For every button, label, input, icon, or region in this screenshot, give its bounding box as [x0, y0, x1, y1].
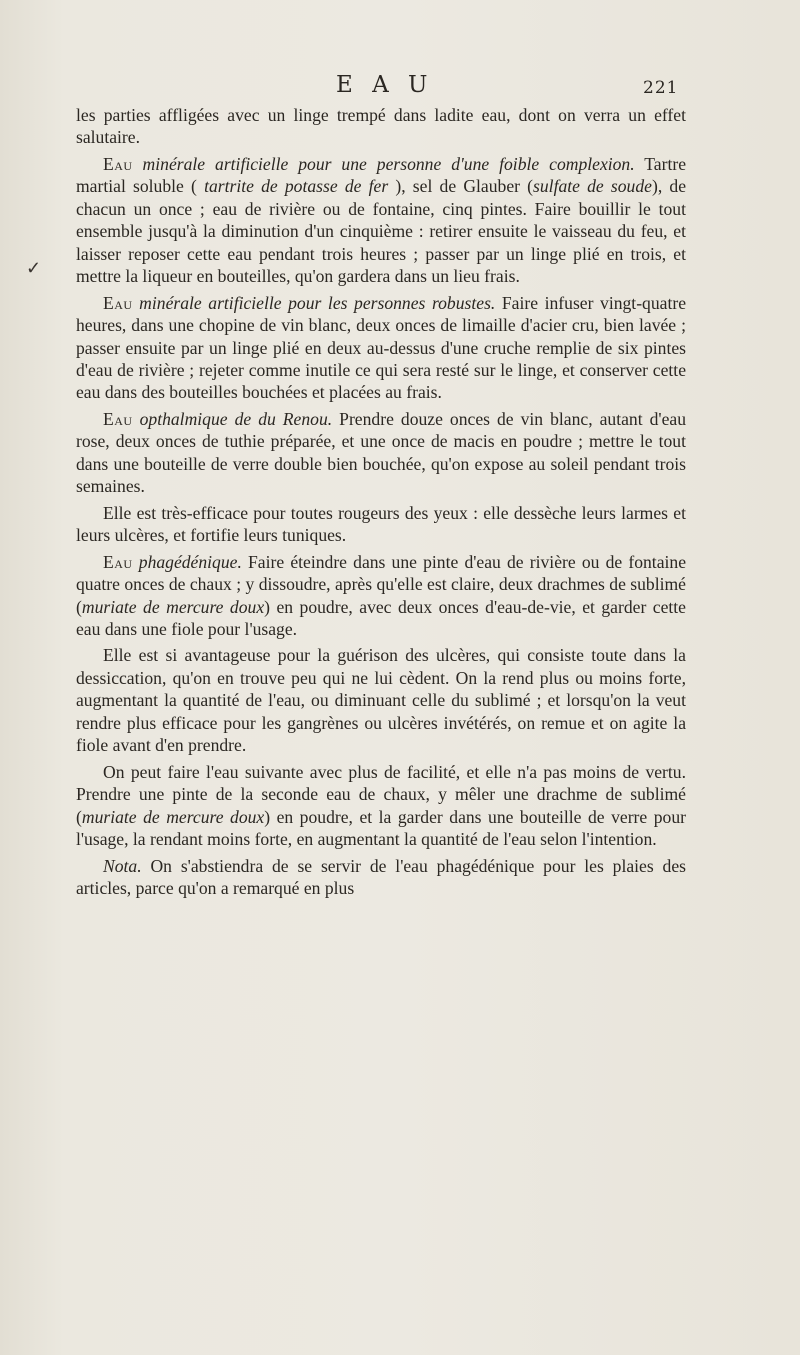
italic-text: muriate de mercure doux [81, 806, 265, 827]
italic-text: Nota. [103, 855, 142, 876]
paragraph-p9-nota [76, 855, 686, 900]
italic-text: sulfate de soude [533, 176, 652, 197]
text-run: Tartre martial soluble ( [76, 153, 687, 197]
text-run: Prendre douze onces de vin blanc, autant d'eau rose, deux onces de tuthie préparée, et une once de macis en poudre ; mettre le tout dans une bouteille de verre double bien bouchée, qu'on expose au soleil pendant trois semaines. [76, 408, 686, 497]
text-run [133, 409, 140, 429]
paragraph-p6-eau-phagedenique [76, 551, 686, 641]
text-run: les parties affligées avec un linge trempé dans ladite eau, dont on verra un effet salutaire. [76, 105, 686, 148]
entry-headword: Eau [103, 292, 133, 313]
paragraph-p1-continuation [76, 104, 686, 149]
page-number: 221 [643, 78, 679, 98]
italic-text: opthalmique de du Renou. [139, 408, 333, 429]
text-run: Elle est si avantageuse pour la guérison des ulcères, qui consiste toute dans la dessiccation, qu'on en trouve peu qui ne lui cèdent. On la rend plus ou moins forte, augmentant la quantité de l'eau, ou diminuant celle du sublimé ; et lorsqu'on la veut rendre plus efficace pour les gangrènes ou ulcères invétérés, on remue et on agite la fiole avant d'en prendre. [76, 645, 686, 756]
entry-headword: Eau [103, 153, 133, 174]
italic-text: tartrite de potasse de fer [204, 176, 389, 197]
text-run: ), sel de Glauber ( [388, 176, 534, 197]
paragraph-p8-on-peut-faire [76, 761, 686, 851]
paragraph-p2-eau-minerale-foible [76, 153, 686, 288]
page-header [0, 72, 800, 102]
paragraph-p5-elle-est-tres-efficace [76, 502, 686, 547]
paragraph-p7-elle-est-si-avantageuse [76, 644, 686, 756]
text-run [133, 154, 143, 174]
italic-text: minérale artificielle pour une personne d'une foible complexion. [142, 153, 635, 174]
paragraph-p4-eau-opthalmique [76, 408, 686, 498]
italic-text: phagédénique. [138, 551, 242, 572]
body-text [76, 104, 686, 903]
text-run: ) en poudre, et la garder dans une bouteille de verre pour l'usage, la rendant moins forte, en augmentant la quantité de l'eau selon l'intention. [76, 806, 686, 850]
text-run: ) en poudre, avec deux onces d'eau-de-vie, et garder cette eau dans une fiole pour l'usage. [76, 596, 686, 639]
text-run: Elle est très-efficace pour toutes rougeurs des yeux : elle dessèche leurs larmes et leurs ulcères, et fortifie leurs tuniques. [76, 502, 686, 546]
margin-check-mark: ✓ [26, 258, 42, 279]
text-run: Faire infuser vingt-quatre heures, dans une chopine de vin blanc, deux onces de limaille d'acier cru, bien lavée ; passer ensuite par un linge plié en deux au-dessus d'une cruche remplie de six pintes d'eau de rivière ; rejeter comme inutile ce qui sera resté sur le linge, et conserver cette eau dans des bouteilles bouchées et placées au frais. [76, 292, 687, 403]
running-title: E A U [336, 72, 434, 98]
paragraph-p3-eau-minerale-robustes [76, 292, 686, 404]
text-run: On s'abstiendra de se servir de l'eau phagédénique pour les plaies des articles, parce qu'on a remarqué en plus [76, 855, 686, 898]
text-run: Faire éteindre dans une pinte d'eau de rivière ou de fontaine quatre onces de chaux ; y dissoudre, après qu'elle est claire, deux drachmes de sublimé ( [76, 551, 686, 617]
entry-headword: Eau [103, 408, 133, 429]
italic-text: muriate de mercure doux [81, 596, 265, 617]
text-run: On peut faire l'eau suivante avec plus de facilité, et elle n'a pas moins de vertu. Prendre une pinte de la seconde eau de chaux, y mêler une drachme de sublimé ( [76, 761, 686, 827]
italic-text: minérale artificielle pour les personnes robustes. [139, 292, 496, 313]
entry-headword: Eau [103, 551, 133, 572]
text-run: ), de chacun un once ; eau de rivière ou de fontaine, cinq pintes. Faire bouillir le tout ensemble jusqu'à la diminution d'un cinquième : retirer ensuite le vaisseau du feu, et laisser reposer cette eau pendant trois heures ; passer par un linge plié en trois, et mettre la liqueur en bouteilles, qu'on gardera dans un lieu frais. [76, 176, 687, 287]
